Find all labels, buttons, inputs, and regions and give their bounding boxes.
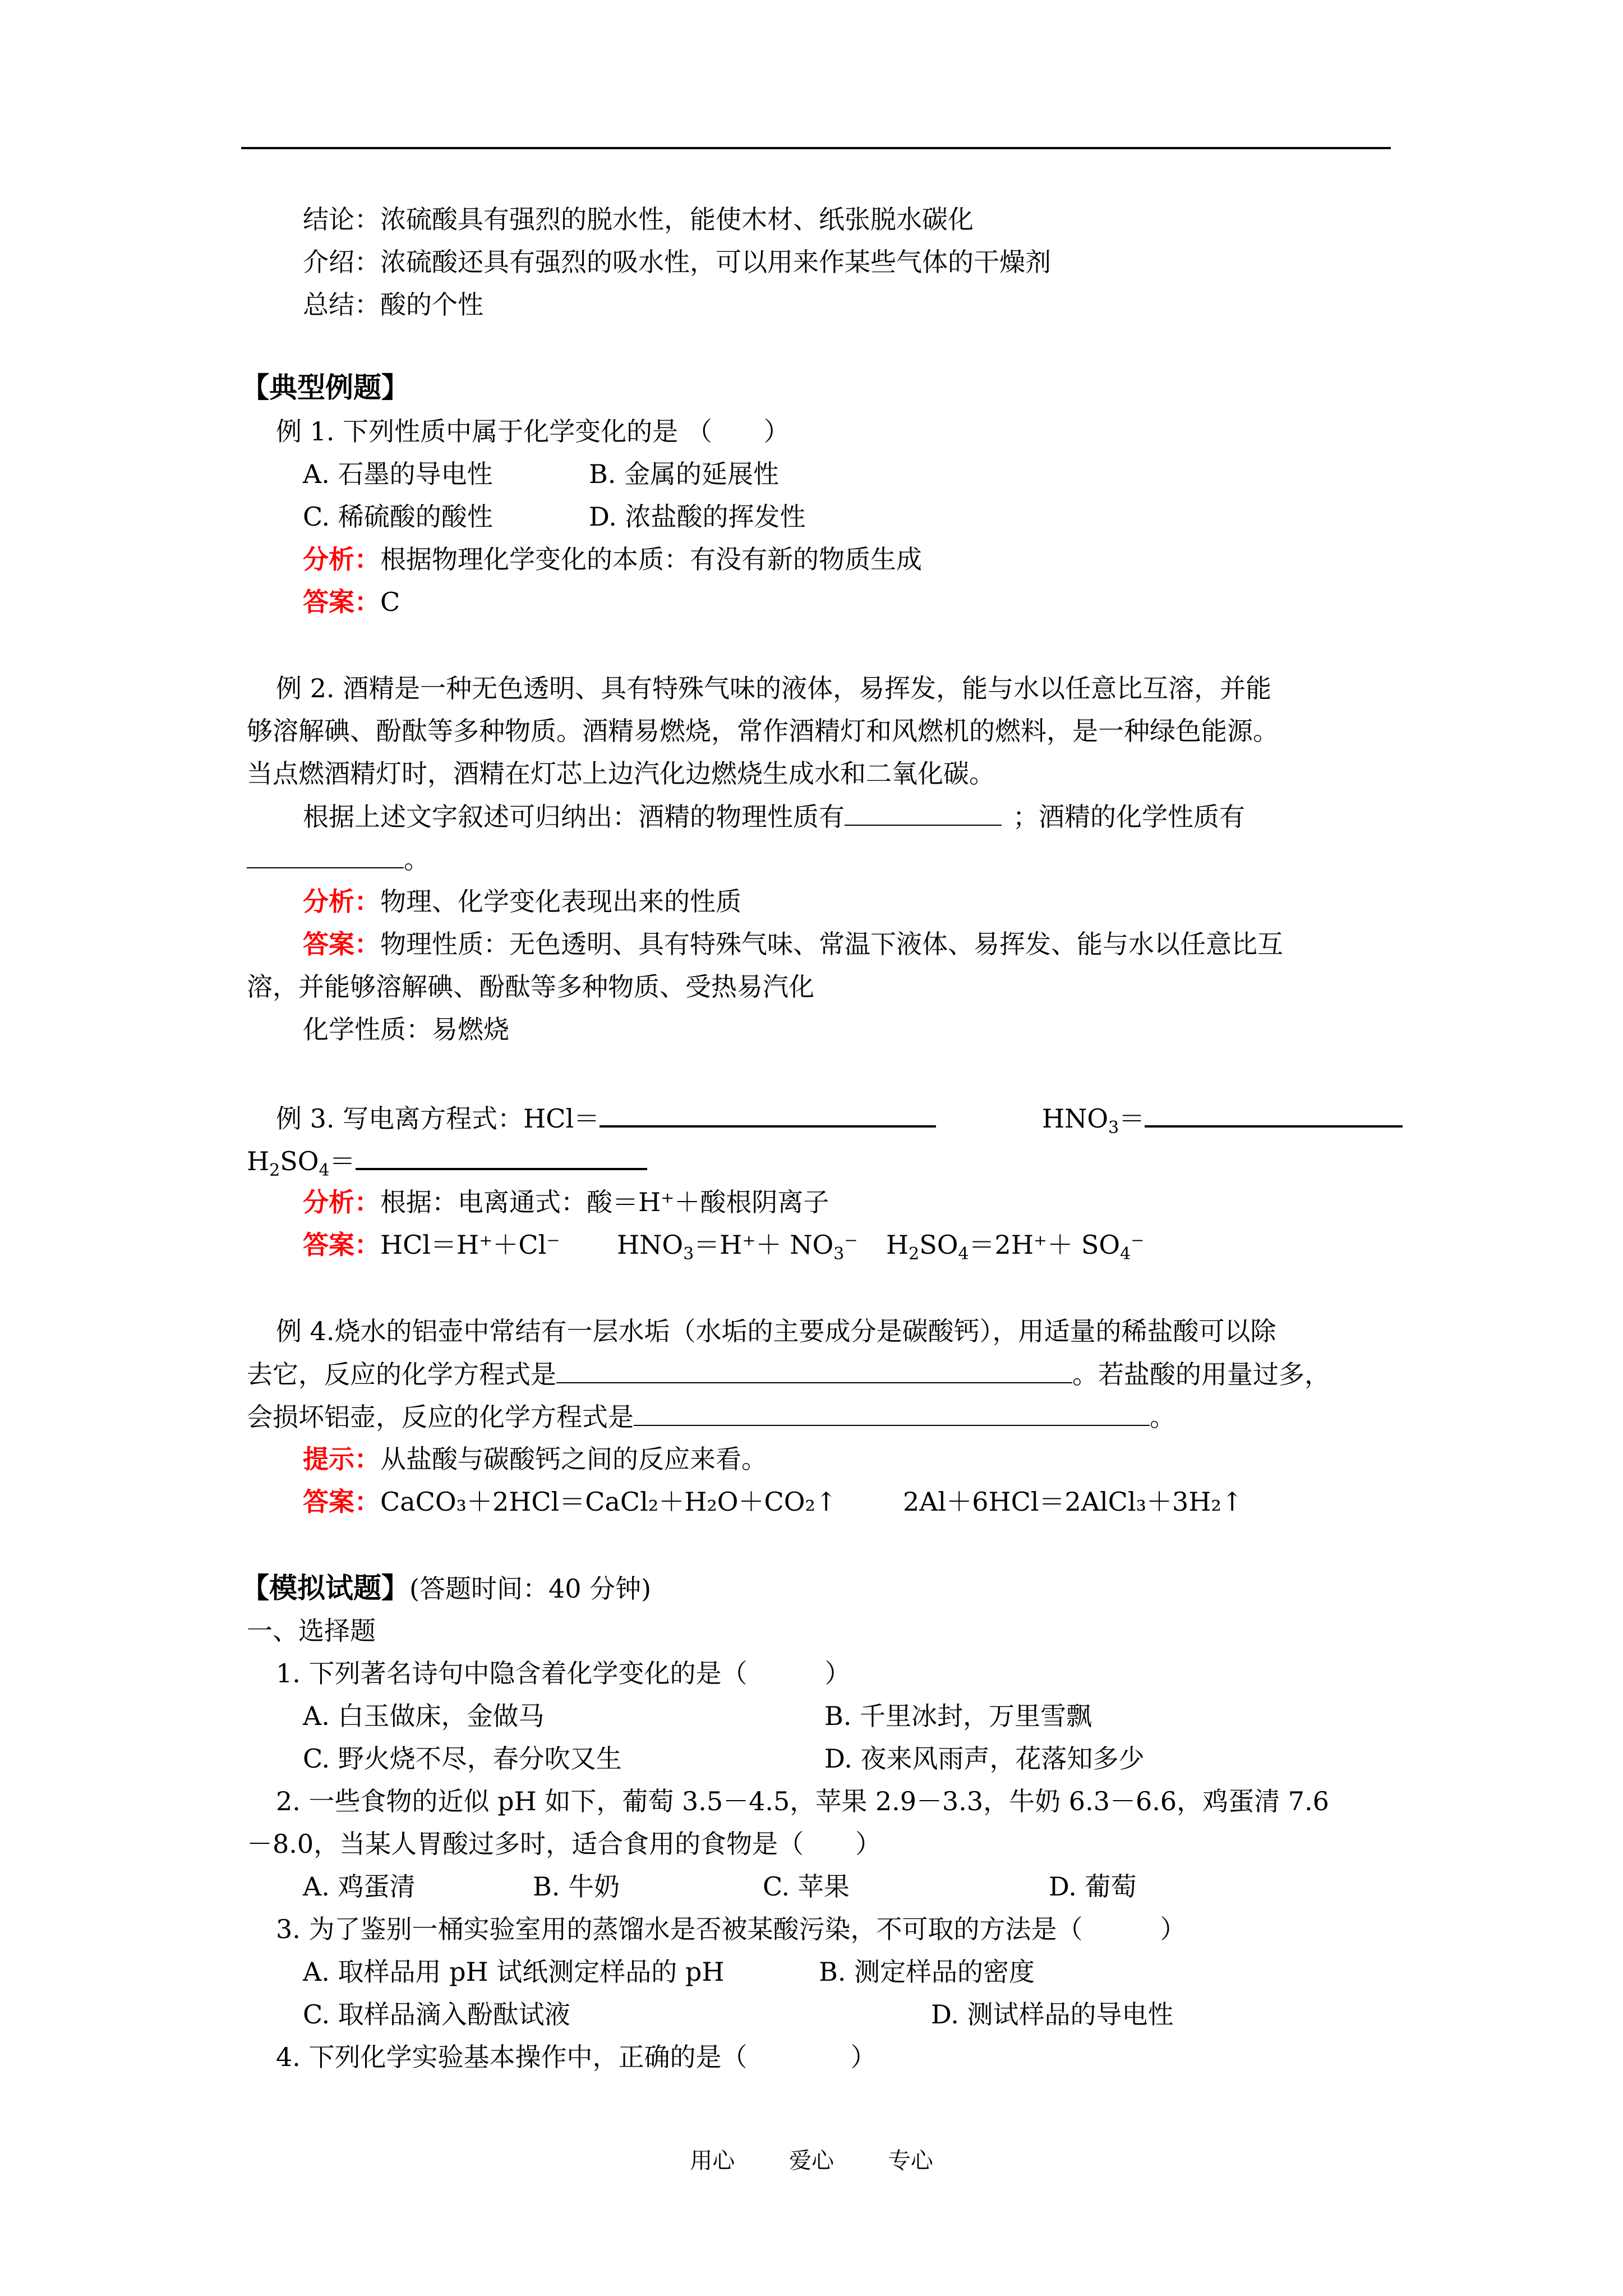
prompt-chemical: ；酒精的化学性质有 (1013, 802, 1245, 832)
equals: ＝ (329, 1146, 356, 1176)
example-3-h2so4 (247, 1142, 647, 1179)
example-3-hno3 (1042, 1099, 1403, 1136)
example-2-paragraph-line-1: 例 2. 酒精是一种无色透明、具有特殊气味的液体，易挥发，能与水以任意比互溶，并能 (276, 673, 1272, 703)
example-3-answer-hno3 (617, 1227, 858, 1262)
subscript: 3 (683, 1244, 694, 1264)
hint-text: 从盐酸与碳酸钙之间的反应来看。 (380, 1444, 767, 1474)
introduction-line: 介绍：浓硫酸还具有强烈的吸水性，可以用来作某些气体的干燥剂 (303, 247, 1051, 277)
question-1-option-b: B. 千里冰封，万里雪飘 (824, 1701, 1092, 1731)
answer-h2so4-rest: ＝2H⁺＋ SO (969, 1230, 1121, 1260)
question-3-option-a: A. 取样品用 pH 试纸测定样品的 pH (303, 1957, 725, 1987)
answer-hno: HNO (617, 1230, 684, 1260)
footer-word-2: 爱心 (789, 2148, 834, 2174)
prompt-physical: 根据上述文字叙述可归纳出：酒精的物理性质有 (303, 802, 845, 832)
text: 。若盐酸的用量过多， (1072, 1359, 1330, 1389)
question-3-option-b: B. 测定样品的密度 (819, 1957, 1035, 1987)
period: 。 (404, 844, 430, 875)
example-4-hint (303, 1442, 767, 1476)
example-2-paragraph-line-3: 当点燃酒精灯时，酒精在灯芯上边汽化边燃烧生成水和二氧化碳。 (247, 758, 995, 789)
analysis-label: 分析： (303, 886, 380, 917)
charge: ⁻ (1131, 1230, 1145, 1260)
hint-label: 提示： (303, 1444, 380, 1474)
subscript: 4 (1120, 1244, 1131, 1264)
subscript: 2 (909, 1244, 920, 1264)
example-3-question (276, 1099, 936, 1136)
charge: ⁻ (844, 1230, 858, 1260)
question-1-option-c: C. 野火烧不尽，春分吹又生 (303, 1743, 622, 1774)
question-3-option-d: D. 测试样品的导电性 (931, 1999, 1174, 2030)
example-3-answer-h2so4 (886, 1227, 1144, 1262)
equals: ＝ (1119, 1103, 1145, 1134)
question-2-option-b: B. 牛奶 (533, 1871, 620, 1902)
question-text: 例 3. 写电离方程式：HCl＝ (276, 1103, 600, 1134)
subscript: 3 (1108, 1118, 1119, 1138)
example-4-answer-equation-2: 2Al＋6HCl＝2AlCl₃＋3H₂↑ (903, 1487, 1243, 1517)
reaction-2-blank[interactable] (634, 1399, 1150, 1426)
formula-hno: HNO (1042, 1103, 1109, 1134)
analysis-text: 物理、化学变化表现出来的性质 (380, 886, 741, 917)
answer-text: 物理性质：无色透明、具有特殊气味、常温下液体、易挥发、能与水以任意比互 (380, 929, 1283, 959)
question-2-option-d: D. 葡萄 (1049, 1871, 1137, 1902)
question-4: 4. 下列化学实验基本操作中，正确的是（ ） (276, 2042, 877, 2072)
reaction-1-blank[interactable] (556, 1356, 1072, 1383)
subscript: 2 (269, 1161, 280, 1181)
example-4-paragraph-line-2 (247, 1356, 1330, 1392)
answer-text: C (380, 587, 400, 617)
physical-property-blank[interactable] (845, 799, 1002, 826)
analysis-label: 分析： (303, 1187, 380, 1217)
example-1-option-a: A. 石墨的导电性 (303, 459, 493, 489)
formula-h: H (247, 1146, 270, 1176)
text: 去它，反应的化学方程式是 (247, 1359, 556, 1389)
example-4-paragraph-line-1: 例 4.烧水的铝壶中常结有一层水垢（水垢的主要成分是碳酸钙），用适量的稀盐酸可以除 (276, 1316, 1276, 1346)
example-1-option-b: B. 金属的延展性 (589, 459, 780, 489)
example-2-answer-line-2: 溶，并能够溶解碘、酚酞等多种物质、受热易汽化 (247, 972, 814, 1002)
section-title-typical-examples: 【典型例题】 (241, 371, 409, 404)
text: 。 (1150, 1402, 1175, 1432)
question-3-option-c: C. 取样品滴入酚酞试液 (303, 1999, 570, 2030)
example-2-analysis (303, 884, 741, 919)
answer-label: 答案： (303, 929, 380, 959)
hno3-equation-blank[interactable] (1145, 1099, 1403, 1128)
h2so4-equation-blank[interactable] (356, 1142, 647, 1170)
example-3-analysis (303, 1185, 829, 1220)
section-title-mock-test (241, 1571, 651, 1606)
analysis-text: 根据物理化学变化的本质：有没有新的物质生成 (380, 544, 922, 574)
example-4-answer (303, 1484, 837, 1519)
example-1-option-d: D. 浓盐酸的挥发性 (589, 501, 806, 532)
header-rule (241, 147, 1391, 149)
example-2-answer-line-3: 化学性质：易燃烧 (303, 1014, 509, 1045)
time-note: (答题时间：40 分钟) (409, 1573, 652, 1604)
answer-equation-1: CaCO₃＋2HCl＝CaCl₂＋H₂O＋CO₂↑ (380, 1487, 837, 1517)
answer-h: H (886, 1230, 909, 1260)
hcl-equation-blank[interactable] (600, 1099, 936, 1128)
example-4-paragraph-line-3 (247, 1399, 1175, 1434)
answer-hno3-rest: ＝H⁺＋ NO (694, 1230, 834, 1260)
subscript: 3 (833, 1244, 845, 1264)
example-2-prompt (303, 799, 1245, 834)
example-1-answer (303, 585, 400, 619)
answer-hcl: HCl＝H⁺＋Cl⁻ (380, 1230, 560, 1260)
conclusion-line: 结论：浓硫酸具有强烈的脱水性，能使木材、纸张脱水碳化 (303, 204, 974, 234)
question-2-option-c: C. 苹果 (763, 1871, 850, 1902)
answer-label: 答案： (303, 587, 380, 617)
question-3: 3. 为了鉴别一桶实验室用的蒸馏水是否被某酸污染，不可取的方法是（ ） (276, 1914, 1186, 1944)
example-2-prompt-end (247, 841, 430, 877)
example-1-question: 例 1. 下列性质中属于化学变化的是 （ ） (276, 416, 790, 447)
summary-line: 总结：酸的个性 (303, 289, 483, 320)
question-1-option-a: A. 白玉做床，金做马 (303, 1701, 545, 1731)
page-footer (0, 2143, 1623, 2175)
answer-label: 答案： (303, 1230, 380, 1260)
example-2-answer-line-1 (303, 927, 1283, 961)
analysis-text: 根据：电离通式：酸＝H⁺＋酸根阴离子 (380, 1187, 829, 1217)
subscript: 4 (319, 1161, 330, 1181)
formula-so: SO (280, 1146, 319, 1176)
question-1: 1. 下列著名诗句中隐含着化学变化的是（ ） (276, 1658, 851, 1688)
example-2-paragraph-line-2: 够溶解碘、酚酞等多种物质。酒精易燃烧，常作酒精灯和风燃机的燃料，是一种绿色能源。 (247, 716, 1279, 746)
footer-word-3: 专心 (888, 2148, 933, 2174)
question-2-line-1: 2. 一些食物的近似 pH 如下，葡萄 3.5－4.5，苹果 2.9－3.3，牛奶 6.3－6.6，鸡蛋清 7.6 (276, 1786, 1329, 1816)
footer-word-1: 用心 (690, 2148, 735, 2174)
part-multiple-choice: 一、选择题 (247, 1616, 376, 1646)
analysis-label: 分析： (303, 544, 380, 574)
text: 会损坏铝壶，反应的化学方程式是 (247, 1402, 634, 1432)
mock-test-title: 【模拟试题】 (241, 1572, 409, 1604)
question-2-option-a: A. 鸡蛋清 (303, 1871, 416, 1902)
example-1-option-c: C. 稀硫酸的酸性 (303, 501, 493, 532)
answer-label: 答案： (303, 1487, 380, 1517)
question-1-option-d: D. 夜来风雨声，花落知多少 (824, 1743, 1145, 1774)
subscript: 4 (958, 1244, 969, 1264)
question-2-line-2: －8.0，当某人胃酸过多时，适合食用的食物是（ ） (247, 1829, 882, 1859)
example-3-answer (303, 1227, 560, 1262)
example-1-analysis (303, 542, 922, 577)
answer-so: SO (919, 1230, 958, 1260)
chemical-property-blank[interactable] (247, 841, 404, 868)
